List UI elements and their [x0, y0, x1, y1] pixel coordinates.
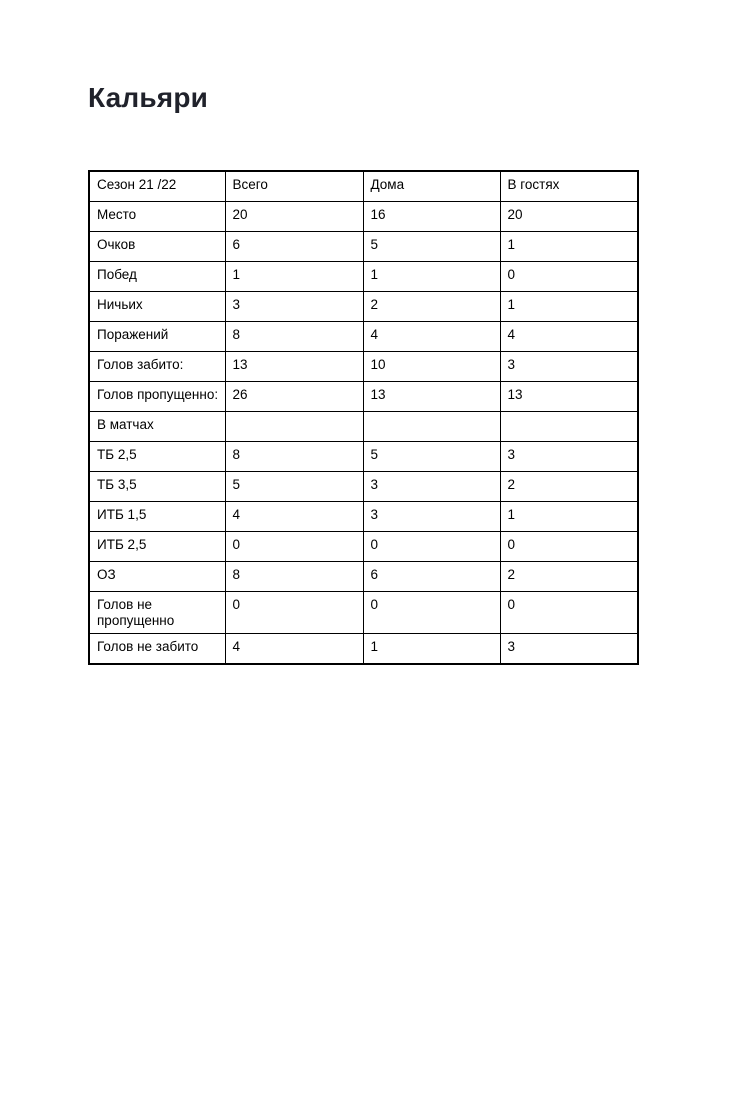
- row-value: 20: [225, 202, 363, 232]
- row-label: ИТБ 2,5: [89, 532, 225, 562]
- table-row: [89, 292, 638, 322]
- row-label: Голов не пропущенно: [89, 592, 225, 634]
- table-row: [89, 532, 638, 562]
- row-value: 26: [225, 382, 363, 412]
- row-value: 13: [225, 352, 363, 382]
- row-label: Очков: [89, 232, 225, 262]
- column-header-total: Всего: [225, 171, 363, 202]
- table-row: [89, 502, 638, 532]
- row-value: 1: [363, 634, 500, 665]
- row-value: 4: [500, 322, 638, 352]
- stats-table-header: [89, 171, 638, 202]
- row-value: 3: [225, 292, 363, 322]
- table-row: [89, 202, 638, 232]
- row-label: ТБ 3,5: [89, 472, 225, 502]
- stats-table-body: [89, 202, 638, 665]
- row-value: 3: [500, 442, 638, 472]
- row-label: ТБ 2,5: [89, 442, 225, 472]
- row-value: 1: [500, 502, 638, 532]
- row-value: 0: [363, 532, 500, 562]
- row-value: 8: [225, 322, 363, 352]
- table-row: [89, 442, 638, 472]
- row-value: 0: [363, 592, 500, 634]
- table-row: [89, 382, 638, 412]
- row-value: 13: [363, 382, 500, 412]
- row-value: 8: [225, 562, 363, 592]
- row-value: 4: [225, 502, 363, 532]
- table-row: [89, 472, 638, 502]
- row-value: 1: [500, 292, 638, 322]
- row-label: ОЗ: [89, 562, 225, 592]
- row-value: 5: [363, 442, 500, 472]
- column-header-season: Сезон 21 /22: [89, 171, 225, 202]
- row-label: Голов не забито: [89, 634, 225, 665]
- row-label: Побед: [89, 262, 225, 292]
- table-row: [89, 232, 638, 262]
- row-value: 1: [363, 262, 500, 292]
- stats-table: [88, 170, 639, 665]
- row-value: 0: [225, 592, 363, 634]
- row-value: 0: [225, 532, 363, 562]
- row-label: Ничьих: [89, 292, 225, 322]
- row-value: 3: [500, 352, 638, 382]
- row-value: 6: [225, 232, 363, 262]
- row-label: В матчах: [89, 412, 225, 442]
- table-row: [89, 352, 638, 382]
- row-value: 2: [500, 562, 638, 592]
- row-label: Место: [89, 202, 225, 232]
- row-value: 1: [500, 232, 638, 262]
- table-row: [89, 562, 638, 592]
- table-row: [89, 262, 638, 292]
- row-label: Голов пропущенно:: [89, 382, 225, 412]
- row-value: 2: [500, 472, 638, 502]
- row-value: 20: [500, 202, 638, 232]
- row-value: 4: [225, 634, 363, 665]
- row-value: 5: [363, 232, 500, 262]
- row-value: 5: [225, 472, 363, 502]
- row-value: 3: [363, 472, 500, 502]
- row-value: 16: [363, 202, 500, 232]
- row-value: [500, 412, 638, 442]
- page-title: Кальяри: [88, 82, 209, 113]
- row-value: 4: [363, 322, 500, 352]
- row-value: 0: [500, 262, 638, 292]
- table-row: [89, 322, 638, 352]
- row-value: 3: [363, 502, 500, 532]
- row-value: 8: [225, 442, 363, 472]
- table-row: [89, 592, 638, 634]
- row-value: 1: [225, 262, 363, 292]
- row-value: 2: [363, 292, 500, 322]
- row-value: 3: [500, 634, 638, 665]
- column-header-home: Дома: [363, 171, 500, 202]
- row-value: 0: [500, 532, 638, 562]
- row-value: 0: [500, 592, 638, 634]
- row-label: Поражений: [89, 322, 225, 352]
- table-row: [89, 634, 638, 665]
- row-value: [363, 412, 500, 442]
- column-header-away: В гостях: [500, 171, 638, 202]
- row-value: [225, 412, 363, 442]
- row-label: ИТБ 1,5: [89, 502, 225, 532]
- header-row: [89, 171, 638, 202]
- row-value: 10: [363, 352, 500, 382]
- row-label: Голов забито:: [89, 352, 225, 382]
- row-value: 13: [500, 382, 638, 412]
- row-value: 6: [363, 562, 500, 592]
- table-row: [89, 412, 638, 442]
